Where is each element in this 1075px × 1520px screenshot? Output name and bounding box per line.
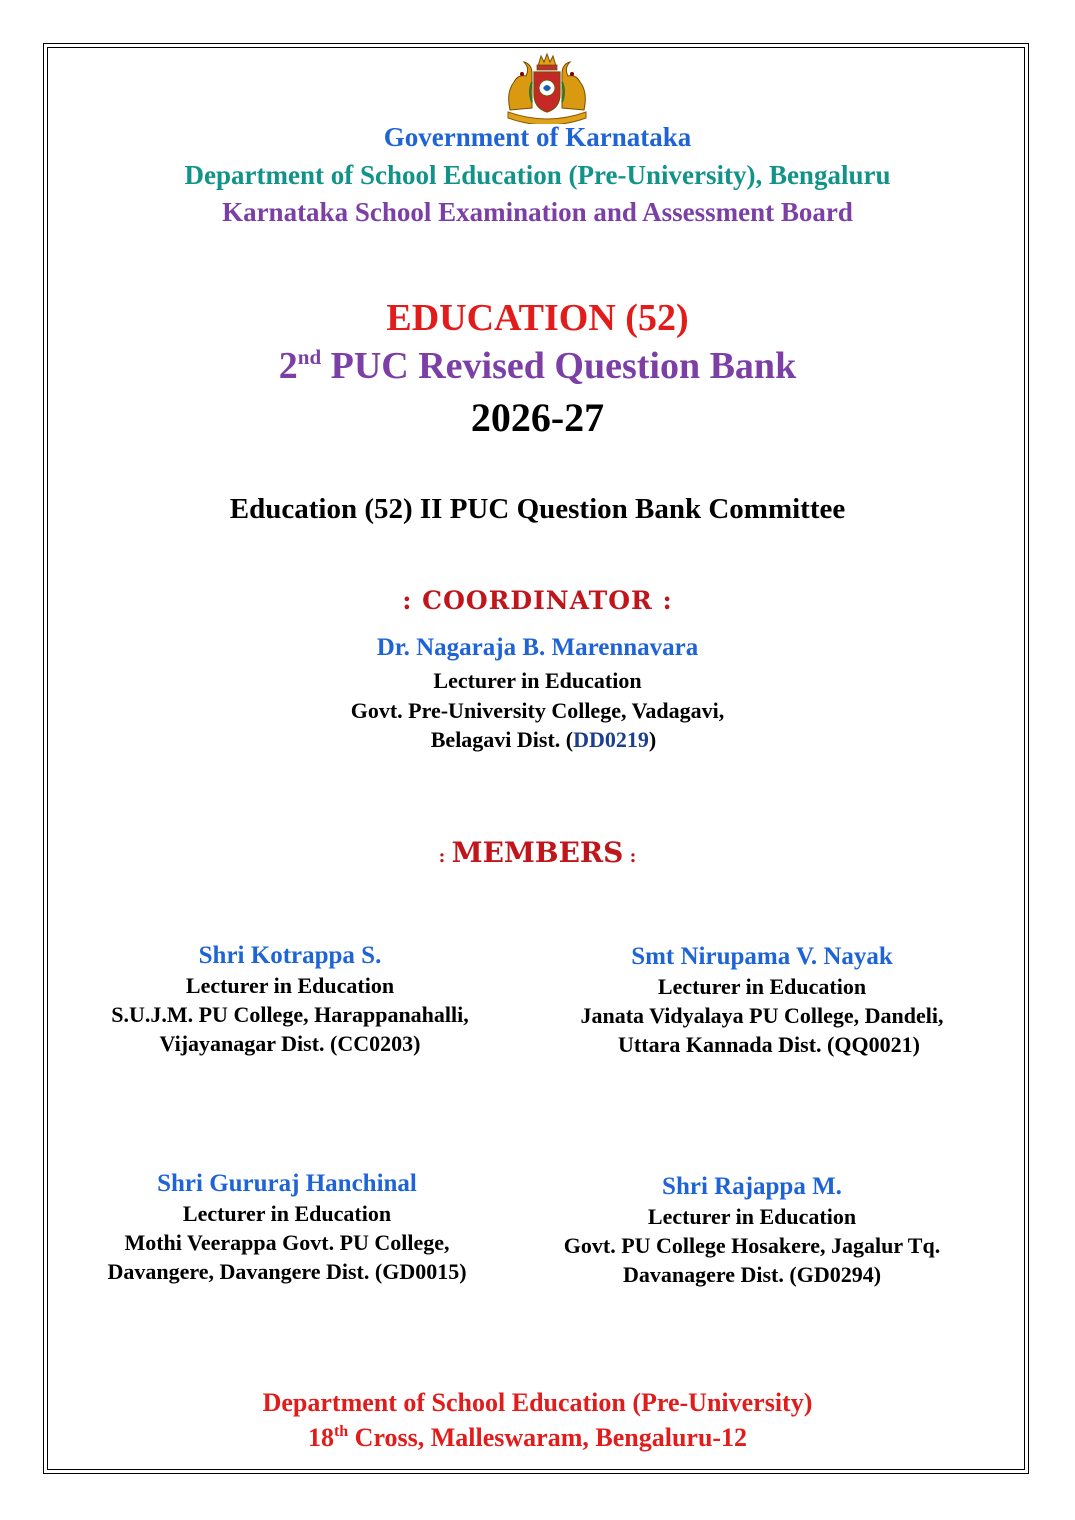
member-name: Shri Gururaj Hanchinal [157, 1170, 417, 1197]
member-card [57, 1169, 517, 1286]
member-name: Shri Rajappa M. [662, 1173, 842, 1200]
member-district: Uttara Kannada Dist. (QQ0021) [618, 1032, 920, 1057]
member-name: Smt Nirupama V. Nayak [631, 943, 893, 970]
member-district: Davanagere Dist. (GD0294) [622, 1262, 882, 1287]
board-title: Karnataka School Examination and Assessment Board [222, 197, 853, 227]
members-heading: : MEMBERS : [438, 836, 637, 869]
member-card [522, 1172, 982, 1289]
question-bank-title: 2nd PUC Revised Question Bank [278, 345, 797, 387]
footer-address: 18th Cross, Malleswaram, Bengaluru-12 [307, 1423, 748, 1452]
member-card [60, 941, 520, 1058]
department-title: Department of School Education (Pre-University), Bengaluru [184, 160, 891, 190]
member-role: Lecturer in Education [182, 1201, 392, 1226]
member-role: Lecturer in Education [185, 973, 395, 998]
member-college: Govt. PU College Hosakere, Jagalur Tq. [563, 1233, 941, 1258]
member-college: Janata Vidyalaya PU College, Dandeli, [580, 1003, 944, 1028]
footer-department: Department of School Education (Pre-University) [262, 1388, 813, 1417]
coordinator-district: Belagavi Dist. (DD0219) [430, 727, 657, 752]
coordinator-role: Lecturer in Education [433, 668, 642, 693]
member-role: Lecturer in Education [657, 974, 867, 999]
member-college: Mothi Veerappa Govt. PU College, [124, 1230, 450, 1255]
government-title: Government of Karnataka [383, 122, 692, 152]
member-district: Davangere, Davangere Dist. (GD0015) [107, 1259, 467, 1284]
coordinator-name: Dr. Nagaraja B. Marennavara [376, 634, 699, 661]
member-college: S.U.J.M. PU College, Harappanahalli, [111, 1002, 469, 1027]
coordinator-code: DD0219 [573, 727, 649, 752]
committee-heading: Education (52) II PUC Question Bank Committee [229, 493, 846, 525]
karnataka-emblem-icon [502, 52, 592, 124]
member-name: Shri Kotrappa S. [198, 942, 382, 969]
coordinator-college: Govt. Pre-University College, Vadagavi, [350, 698, 725, 723]
member-district: Vijayanagar Dist. (CC0203) [159, 1031, 421, 1056]
member-card [532, 942, 992, 1059]
coordinator-heading: : COORDINATOR : [402, 586, 673, 615]
academic-year: 2026-27 [470, 395, 605, 440]
member-role: Lecturer in Education [647, 1204, 857, 1229]
subject-title: EDUCATION (52) [386, 297, 689, 339]
